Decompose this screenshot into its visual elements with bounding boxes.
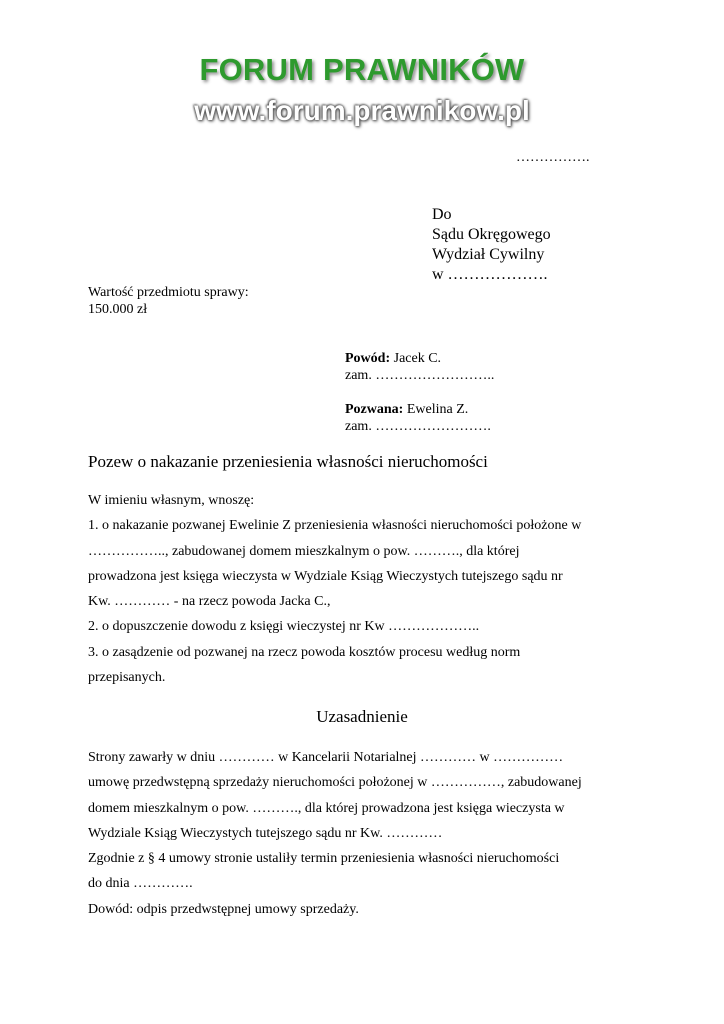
case-value-label: Wartość przedmiotu sprawy: [88,285,249,300]
request-line: przepisanych. [88,670,166,686]
case-value-amount: 150.000 zł [88,302,148,317]
justification-line: Wydziale Ksiąg Wieczystych tutejszego sądu nr Kw. ………… [88,825,443,841]
logo-url: www.forum.prawnikow.pl [194,95,530,126]
court-line: w ………………. [432,266,548,283]
document-title: Pozew o nakazanie przeniesienia własności nieruchomości [88,452,488,471]
request-line: 2. o dopuszczenie dowodu z księgi wieczystej nr Kw ……………….. [88,619,480,635]
plaintiff-name: Jacek C. [393,351,442,366]
plaintiff-label: Powód: [345,351,391,366]
justification-line: domem mieszkalnym o pow. ………., dla której prowadzona jest księga wieczysta w [88,800,565,816]
defendant-label: Pozwana: [345,402,404,417]
request-line: Kw. ………… - na rzecz powoda Jacka C., [88,594,331,610]
logo-title: FORUM PRAWNIKÓW [199,52,525,87]
justification-line: umowę przedwstępną sprzedaży nieruchomości położonej w ……………, zabudowanej [88,775,582,791]
justification-line: Strony zawarły w dniu ………… w Kancelarii Notarialnej ………… w …………… [88,750,564,765]
plaintiff-address: zam. …………………….. [345,368,495,383]
defendant-address: zam. ……………………. [345,419,491,434]
court-line: Wydział Cywilny [432,246,545,263]
request-line: …………….., zabudowanej domem mieszkalnym o pow. ………., dla której [88,543,520,559]
defendant-name: Ewelina Z. [406,402,469,417]
justification [88,745,668,922]
place-date: ……………. [516,150,590,165]
request-line: prowadzona jest księga wieczysta w Wydziale Ksiąg Wieczystych tutejszego sądu nr [88,568,563,584]
request-line: 3. o zasądzenie od pozwanej na rzecz powoda kosztów procesu według norm [88,644,521,660]
court-line: Do [432,206,452,223]
requests [88,488,648,690]
plaintiff-line [345,350,494,367]
court-line: Sądu Okręgowego [432,226,551,243]
parties [345,350,494,435]
justification-line: do dnia …………. [88,876,193,892]
request-line: 1. o nakazanie pozwanej Ewelinie Z przeniesienia własności nieruchomości położone w [88,518,582,534]
justification-line: Dowód: odpis przedwstępnej umowy sprzedaży. [88,901,359,917]
request-line: W imieniu własnym, wnoszę: [88,493,255,508]
case-value [88,284,249,318]
defendant-line [345,401,494,418]
court-address [432,205,551,285]
justification-title: Uzasadnienie [316,707,408,726]
justification-line: Zgodnie z § 4 umowy stronie ustaliły termin przeniesienia własności nieruchomości [88,851,560,867]
